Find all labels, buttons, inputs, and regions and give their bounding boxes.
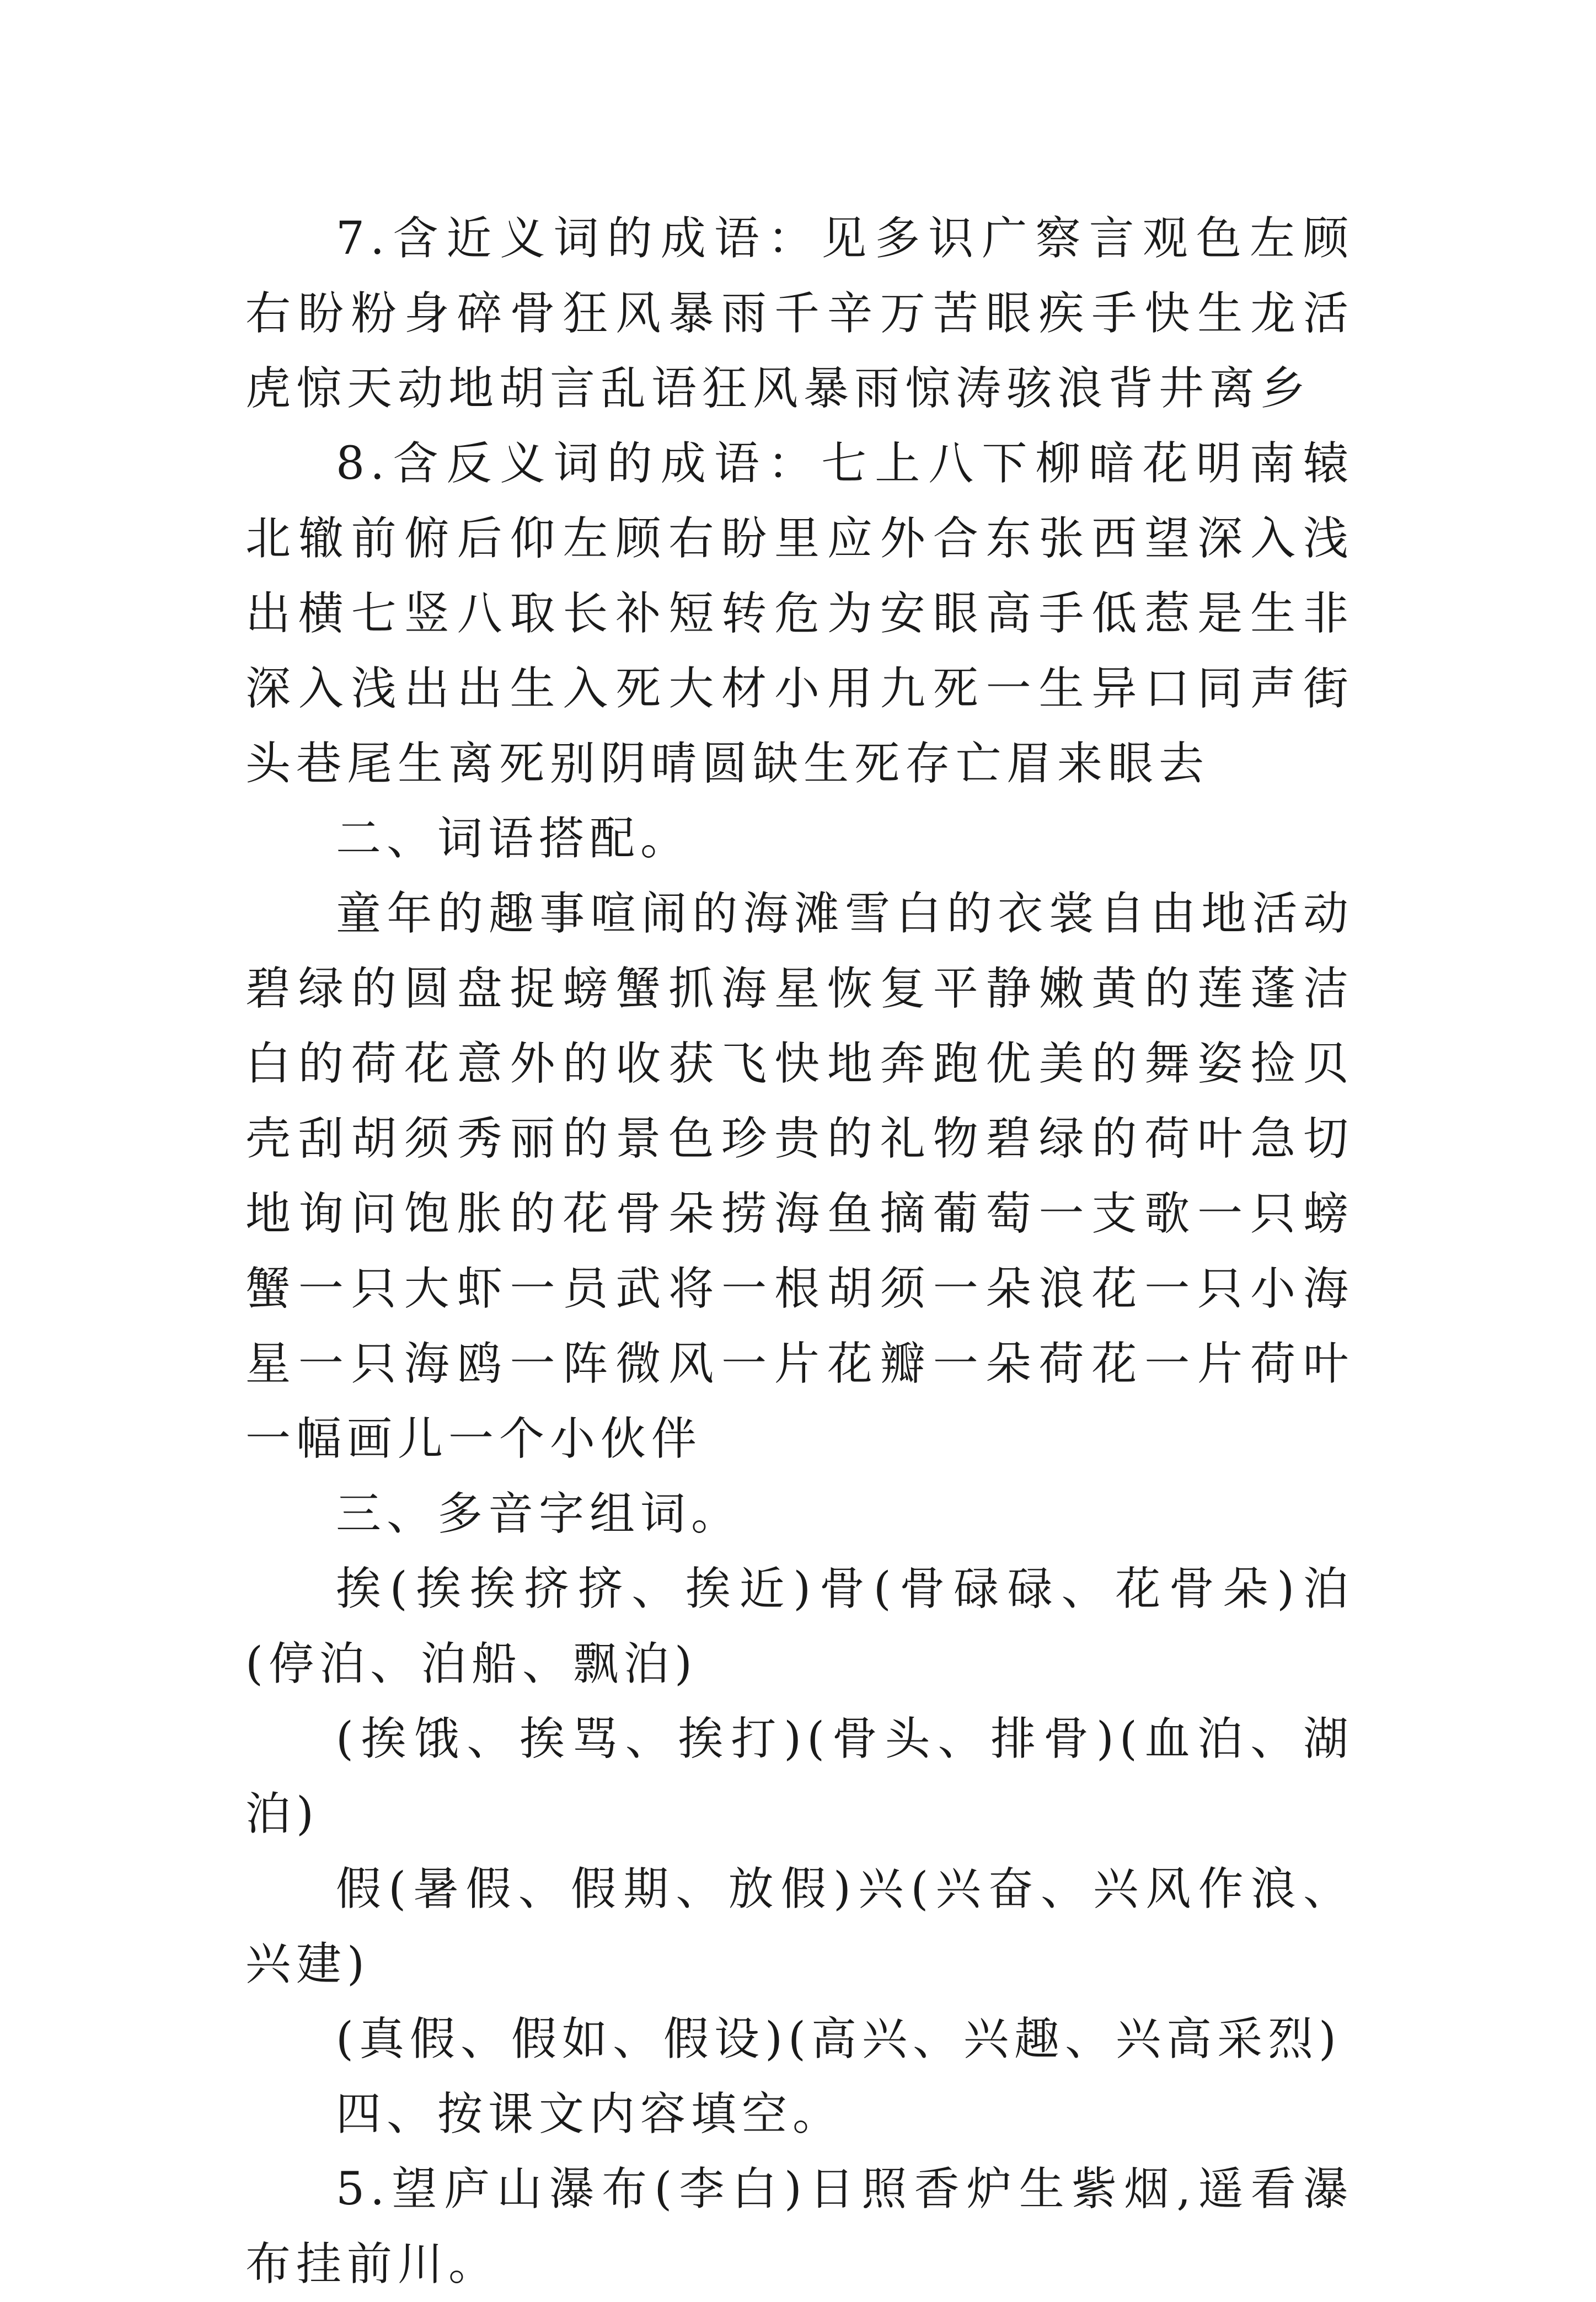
paragraph-polyphonic-4: (真假、假如、假设)(高兴、兴趣、兴高采烈) xyxy=(336,2013,1342,2065)
section-heading-fill-in: 四、按课文内容填空。 xyxy=(336,2088,844,2140)
paragraph-synonym-idioms: 7.含近义词的成语：见多识广察言观色左顾右盼粉身碎骨狂风暴雨千辛万苦眼疾手快生龙活虎惊天动地胡言乱语狂风暴雨惊涛骇浪背井离乡 xyxy=(245,212,1354,415)
paragraph-antonym-idioms: 8.含反义词的成语：七上八下柳暗花明南辕北辙前俯后仰左顾右盼里应外合东张西望深入浅出横七竖八取长补短转危为安眼高手低惹是生非深入浅出出生入死大材小用九死一生异口同声街头巷尾生离死别阴晴圆缺生死存亡眉来眼去 xyxy=(245,437,1354,790)
section-heading-polyphonic: 三、多音字组词。 xyxy=(336,1488,742,1540)
paragraph-word-matching: 童年的趣事喧闹的海滩雪白的衣裳自由地活动碧绿的圆盘捉螃蟹抓海星恢复平静嫩黄的莲蓬洁白的荷花意外的收获飞快地奔跑优美的舞姿捡贝壳刮胡须秀丽的景色珍贵的礼物碧绿的荷叶急切地询问饱胀的花骨朵捞海鱼摘葡萄一支歌一只螃蟹一只大虾一员武将一根胡须一朵浪花一只小海星一只海鸥一阵微风一片花瓣一朵荷花一片荷叶一幅画儿一个小伙伴 xyxy=(245,888,1354,1465)
paragraph-poem: 5.望庐山瀑布(李白)日照香炉生紫烟,遥看瀑布挂前川。 xyxy=(245,2163,1354,2290)
paragraph-polyphonic-2: (挨饿、挨骂、挨打)(骨头、排骨)(血泊、湖泊) xyxy=(245,1713,1354,1840)
paragraph-polyphonic-3: 假(暑假、假期、放假)兴(兴奋、兴风作浪、兴建) xyxy=(245,1863,1354,1990)
document-body xyxy=(245,201,1354,2302)
paragraph-polyphonic-1: 挨(挨挨挤挤、挨近)骨(骨碌碌、花骨朵)泊(停泊、泊船、飘泊) xyxy=(245,1563,1354,1690)
section-heading-word-matching: 二、词语搭配。 xyxy=(336,813,692,865)
